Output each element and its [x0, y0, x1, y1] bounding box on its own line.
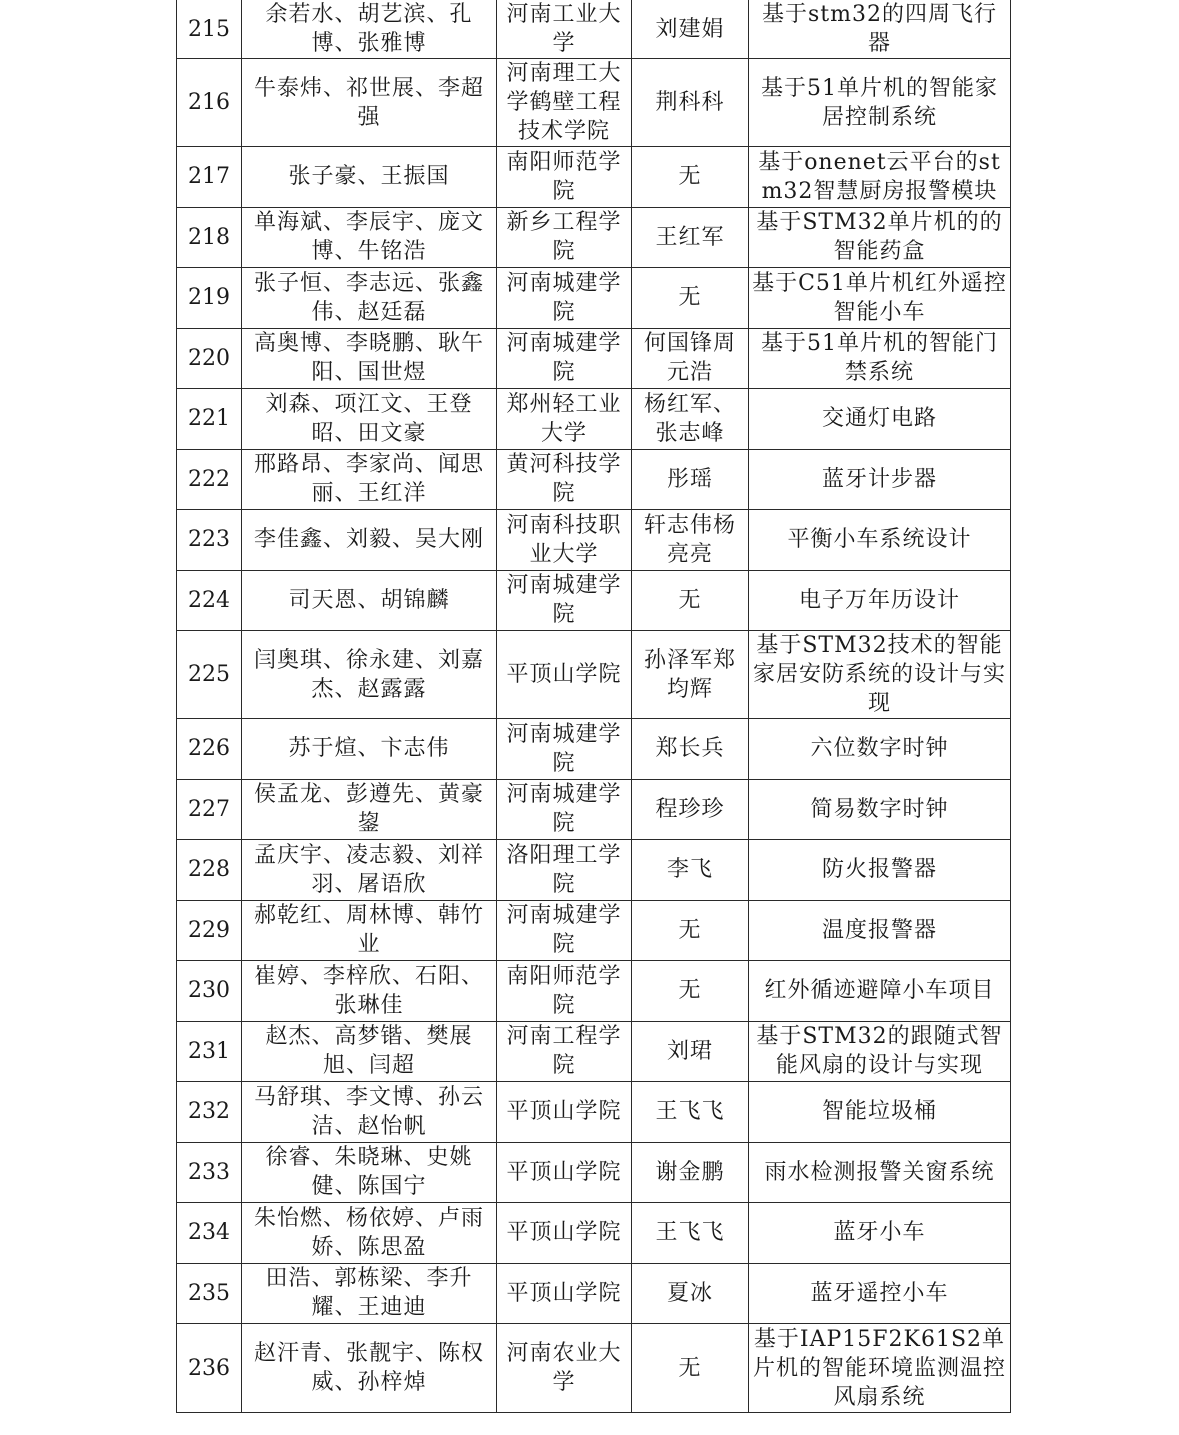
row-number-cell: 235	[177, 1263, 242, 1324]
school-cell: 河南科技职业大学	[497, 510, 632, 571]
advisor-cell: 无	[632, 570, 749, 631]
project-title-cell: 电子万年历设计	[749, 570, 1011, 631]
team-members-cell: 张子豪、王振国	[242, 147, 497, 208]
school-cell: 平顶山学院	[497, 1082, 632, 1143]
project-title-cell: 雨水检测报警关窗系统	[749, 1142, 1011, 1203]
registration-table	[176, 0, 1011, 1413]
school-cell: 河南城建学院	[497, 268, 632, 329]
team-members-cell: 赵汗青、张靓宇、陈权威、孙梓焯	[242, 1324, 497, 1413]
project-title-cell: 平衡小车系统设计	[749, 510, 1011, 571]
team-members-cell: 朱怡燃、杨依婷、卢雨娇、陈思盈	[242, 1203, 497, 1264]
table-row	[177, 207, 1011, 268]
advisor-cell: 王飞飞	[632, 1082, 749, 1143]
school-cell: 河南工程学院	[497, 1021, 632, 1082]
project-title-cell: 蓝牙小车	[749, 1203, 1011, 1264]
project-title-cell: 基于STM32单片机的的智能药盒	[749, 207, 1011, 268]
project-title-cell: 简易数字时钟	[749, 779, 1011, 840]
project-title-cell: 防火报警器	[749, 840, 1011, 901]
row-number-cell: 224	[177, 570, 242, 631]
school-cell: 南阳师范学院	[497, 961, 632, 1022]
table-row	[177, 961, 1011, 1022]
row-number-cell: 220	[177, 328, 242, 389]
advisor-cell: 孙泽军郑均辉	[632, 631, 749, 719]
advisor-cell: 郑长兵	[632, 719, 749, 780]
school-cell: 洛阳理工学院	[497, 840, 632, 901]
project-title-cell: 基于onenet云平台的stm32智慧厨房报警模块	[749, 147, 1011, 208]
school-cell: 河南理工大学鹤壁工程技术学院	[497, 59, 632, 147]
project-title-cell: 蓝牙计步器	[749, 449, 1011, 510]
table-row	[177, 840, 1011, 901]
team-members-cell: 闫奥琪、徐永建、刘嘉杰、赵露露	[242, 631, 497, 719]
row-number-cell: 230	[177, 961, 242, 1022]
team-members-cell: 徐睿、朱晓琳、史姚健、陈国宁	[242, 1142, 497, 1203]
row-number-cell: 223	[177, 510, 242, 571]
advisor-cell: 杨红军、张志峰	[632, 389, 749, 450]
table-row	[177, 0, 1011, 59]
advisor-cell: 何国锋周元浩	[632, 328, 749, 389]
table-row	[177, 328, 1011, 389]
team-members-cell: 田浩、郭栋梁、李升耀、王迪迪	[242, 1263, 497, 1324]
project-title-cell: 温度报警器	[749, 900, 1011, 961]
project-title-cell: 智能垃圾桶	[749, 1082, 1011, 1143]
team-members-cell: 侯孟龙、彭遵先、黄豪鋆	[242, 779, 497, 840]
table-row	[177, 1263, 1011, 1324]
table-row	[177, 510, 1011, 571]
team-members-cell: 牛泰炜、祁世展、李超强	[242, 59, 497, 147]
team-members-cell: 高奥博、李晓鹏、耿午阳、国世煜	[242, 328, 497, 389]
table-row	[177, 900, 1011, 961]
project-title-cell: 基于IAP15F2K61S2单片机的智能环境监测温控风扇系统	[749, 1324, 1011, 1413]
team-members-cell: 苏于煊、卞志伟	[242, 719, 497, 780]
table-row	[177, 631, 1011, 719]
school-cell: 河南农业大学	[497, 1324, 632, 1413]
row-number-cell: 231	[177, 1021, 242, 1082]
advisor-cell: 无	[632, 268, 749, 329]
advisor-cell: 轩志伟杨亮亮	[632, 510, 749, 571]
school-cell: 河南城建学院	[497, 719, 632, 780]
project-title-cell: 基于51单片机的智能家居控制系统	[749, 59, 1011, 147]
row-number-cell: 215	[177, 0, 242, 59]
school-cell: 河南城建学院	[497, 779, 632, 840]
advisor-cell: 无	[632, 900, 749, 961]
row-number-cell: 234	[177, 1203, 242, 1264]
team-members-cell: 崔婷、李梓欣、石阳、张琳佳	[242, 961, 497, 1022]
school-cell: 新乡工程学院	[497, 207, 632, 268]
team-members-cell: 马舒琪、李文博、孙云洁、赵怡帆	[242, 1082, 497, 1143]
row-number-cell: 229	[177, 900, 242, 961]
school-cell: 河南城建学院	[497, 570, 632, 631]
advisor-cell: 夏冰	[632, 1263, 749, 1324]
table-row	[177, 1203, 1011, 1264]
advisor-cell: 无	[632, 961, 749, 1022]
school-cell: 平顶山学院	[497, 1263, 632, 1324]
advisor-cell: 彤瑶	[632, 449, 749, 510]
school-cell: 平顶山学院	[497, 1203, 632, 1264]
advisor-cell: 无	[632, 1324, 749, 1413]
school-cell: 平顶山学院	[497, 631, 632, 719]
table-row	[177, 59, 1011, 147]
table-row	[177, 719, 1011, 780]
school-cell: 平顶山学院	[497, 1142, 632, 1203]
team-members-cell: 余若水、胡艺滨、孔博、张雅博	[242, 0, 497, 59]
advisor-cell: 王飞飞	[632, 1203, 749, 1264]
row-number-cell: 232	[177, 1082, 242, 1143]
team-members-cell: 李佳鑫、刘毅、吴大刚	[242, 510, 497, 571]
team-members-cell: 孟庆宇、凌志毅、刘祥羽、屠语欣	[242, 840, 497, 901]
school-cell: 黄河科技学院	[497, 449, 632, 510]
table-row	[177, 268, 1011, 329]
row-number-cell: 219	[177, 268, 242, 329]
table-row	[177, 1082, 1011, 1143]
row-number-cell: 216	[177, 59, 242, 147]
team-members-cell: 赵杰、高梦锴、樊展旭、闫超	[242, 1021, 497, 1082]
team-members-cell: 张子恒、李志远、张鑫伟、赵廷磊	[242, 268, 497, 329]
row-number-cell: 221	[177, 389, 242, 450]
team-members-cell: 邢路昂、李家尚、闻思丽、王红洋	[242, 449, 497, 510]
team-members-cell: 郝乾红、周林博、韩竹业	[242, 900, 497, 961]
advisor-cell: 程珍珍	[632, 779, 749, 840]
row-number-cell: 228	[177, 840, 242, 901]
advisor-cell: 刘珺	[632, 1021, 749, 1082]
project-title-cell: 基于stm32的四周飞行器	[749, 0, 1011, 59]
advisor-cell: 李飞	[632, 840, 749, 901]
project-title-cell: 蓝牙遥控小车	[749, 1263, 1011, 1324]
team-members-cell: 刘森、项江文、王登昭、田文豪	[242, 389, 497, 450]
team-members-cell: 司天恩、胡锦麟	[242, 570, 497, 631]
table-row	[177, 779, 1011, 840]
row-number-cell: 227	[177, 779, 242, 840]
project-title-cell: 六位数字时钟	[749, 719, 1011, 780]
table-row	[177, 147, 1011, 208]
table-row	[177, 389, 1011, 450]
school-cell: 河南城建学院	[497, 328, 632, 389]
advisor-cell: 刘建娟	[632, 0, 749, 59]
table-row	[177, 1021, 1011, 1082]
advisor-cell: 谢金鹏	[632, 1142, 749, 1203]
registration-table-sheet	[176, 0, 1010, 1431]
team-members-cell: 单海斌、李辰宇、庞文博、牛铭浩	[242, 207, 497, 268]
table-row	[177, 449, 1011, 510]
row-number-cell: 226	[177, 719, 242, 780]
row-number-cell: 225	[177, 631, 242, 719]
advisor-cell: 王红军	[632, 207, 749, 268]
project-title-cell: 基于51单片机的智能门禁系统	[749, 328, 1011, 389]
table-row	[177, 570, 1011, 631]
school-cell: 南阳师范学院	[497, 147, 632, 208]
row-number-cell: 217	[177, 147, 242, 208]
project-title-cell: 基于C51单片机红外遥控智能小车	[749, 268, 1011, 329]
row-number-cell: 236	[177, 1324, 242, 1413]
project-title-cell: 基于STM32的跟随式智能风扇的设计与实现	[749, 1021, 1011, 1082]
table-row	[177, 1324, 1011, 1413]
school-cell: 河南工业大学	[497, 0, 632, 59]
project-title-cell: 红外循迹避障小车项目	[749, 961, 1011, 1022]
row-number-cell: 233	[177, 1142, 242, 1203]
project-title-cell: 交通灯电路	[749, 389, 1011, 450]
school-cell: 河南城建学院	[497, 900, 632, 961]
advisor-cell: 荆科科	[632, 59, 749, 147]
school-cell: 郑州轻工业大学	[497, 389, 632, 450]
row-number-cell: 218	[177, 207, 242, 268]
table-row	[177, 1142, 1011, 1203]
advisor-cell: 无	[632, 147, 749, 208]
row-number-cell: 222	[177, 449, 242, 510]
project-title-cell: 基于STM32技术的智能家居安防系统的设计与实现	[749, 631, 1011, 719]
